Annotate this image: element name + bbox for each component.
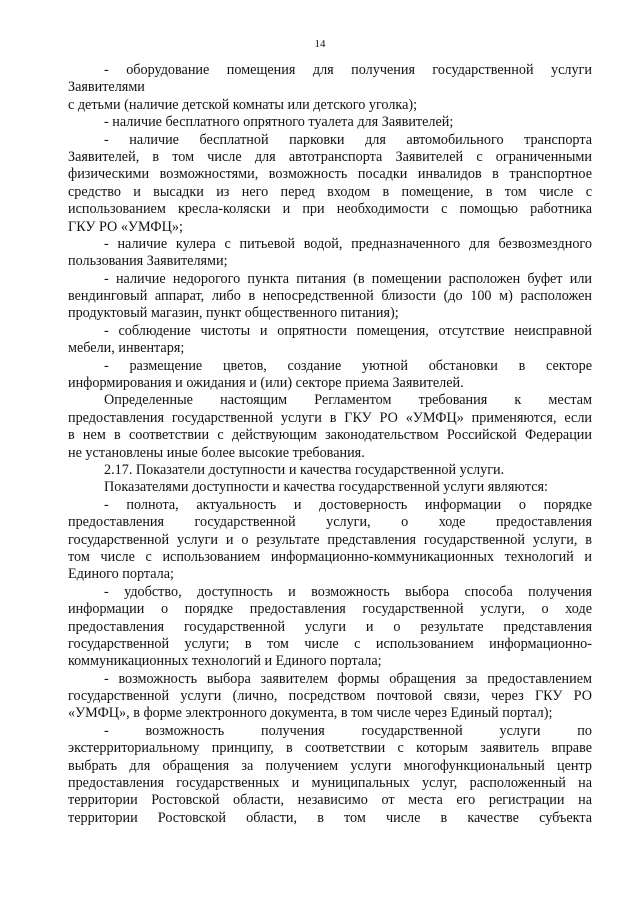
text-line: информирования и ожидания и (или) секторе приема Заявителей. — [68, 375, 464, 392]
text-line: Заявителями — [68, 79, 145, 96]
text-line: экстерриториальному принципу, в соответствии с которым заявитель вправе — [68, 740, 592, 757]
text-line: - наличие бесплатной парковки для автомобильного транспорта — [104, 131, 592, 148]
text-line: информации о порядке предоставления государственной услуги, о ходе — [68, 601, 592, 618]
text-line: 2.17. Показатели доступности и качества государственной услуги. — [104, 461, 505, 478]
text-line: мебели, инвентаря; — [68, 340, 185, 357]
text-line: Показателями доступности и качества государственной услуги являются: — [104, 479, 548, 496]
text-line: Определенные настоящим Регламентом требования к местам — [104, 392, 592, 409]
text-line: средство и высадки из него перед входом в помещение, в том числе с — [68, 183, 592, 200]
text-line: использованием кресла-коляски и при необходимости с помощью работника — [68, 201, 592, 218]
text-line: - наличие недорогого пункта питания (в помещении расположен буфет или — [104, 270, 592, 287]
text-line: физическими возможностями, возможность посадки инвалидов в транспортное — [68, 166, 592, 183]
text-line: государственной услуги (лично, посредством почтовой связи, через ГКУ РО — [68, 688, 592, 705]
text-line: в нем в соответствии с действующим законодательством Российской Федерации — [68, 427, 592, 444]
text-line: - соблюдение чистоты и опрятности помещения, отсутствие неисправной — [104, 322, 592, 339]
text-line: «УМФЦ», в форме электронного документа, в том числе через Единый портал); — [68, 705, 553, 722]
text-line: ГКУ РО «УМФЦ»; — [68, 218, 183, 235]
text-line: - наличие бесплатного опрятного туалета для Заявителей; — [104, 114, 454, 131]
text-line: том числе с использованием информационно-коммуникационных технологий и — [68, 548, 592, 565]
text-line: - возможность выбора заявителем формы обращения за предоставлением — [104, 670, 592, 687]
text-line: предоставления государственной услуги и о результате представления — [68, 618, 592, 635]
text-line: не установлены иные более высокие требования. — [68, 444, 365, 461]
text-line: государственной услуги и о результате представления государственной услуги, в — [68, 531, 592, 548]
text-line: территории Ростовской области, независимо от места его регистрации на — [68, 792, 592, 809]
text-line: коммуникационных технологий и Единого портала; — [68, 653, 382, 670]
text-line: Заявителей, в том числе для автотранспорта Заявителей с ограниченными — [68, 148, 592, 165]
text-line: предоставления государственной услуги, о ходе предоставления — [68, 514, 592, 531]
text-line: выбрать для обращения за получением услуги многофункциональный центр — [68, 757, 592, 774]
text-line: - оборудование помещения для получения государственной услуги — [104, 62, 592, 78]
text-line: - полнота, актуальность и достоверность информации о порядке — [104, 496, 592, 513]
text-line: предоставления государственных и муниципальных услуг, расположенный на — [68, 775, 592, 792]
text-line: - наличие кулера с питьевой водой, предназначенного для безвозмездного — [104, 235, 592, 252]
text-line: пользования Заявителями; — [68, 253, 228, 270]
text-line: предоставления государственной услуги в ГКУ РО «УМФЦ» применяются, если — [68, 409, 592, 426]
text-line: с детьми (наличие детской комнаты или детского уголка); — [68, 96, 418, 113]
text-line: Единого портала; — [68, 566, 174, 583]
page-number: 14 — [314, 38, 326, 50]
text-line: вендинговый аппарат, либо в непосредственной близости (до 100 м) расположен — [68, 288, 592, 305]
text-line: государственной услуги; в том числе с использованием информационно- — [68, 635, 592, 652]
text-line: территории Ростовской области, в том числе в качестве субъекта — [68, 809, 592, 826]
text-line: - размещение цветов, создание уютной обстановки в секторе — [104, 357, 592, 374]
text-line: - удобство, доступность и возможность выбора способа получения — [104, 583, 592, 600]
document-body — [68, 62, 592, 827]
text-line: - возможность получения государственной услуги по — [104, 722, 592, 739]
text-line: продуктовый магазин, пункт общественного питания); — [68, 305, 399, 322]
